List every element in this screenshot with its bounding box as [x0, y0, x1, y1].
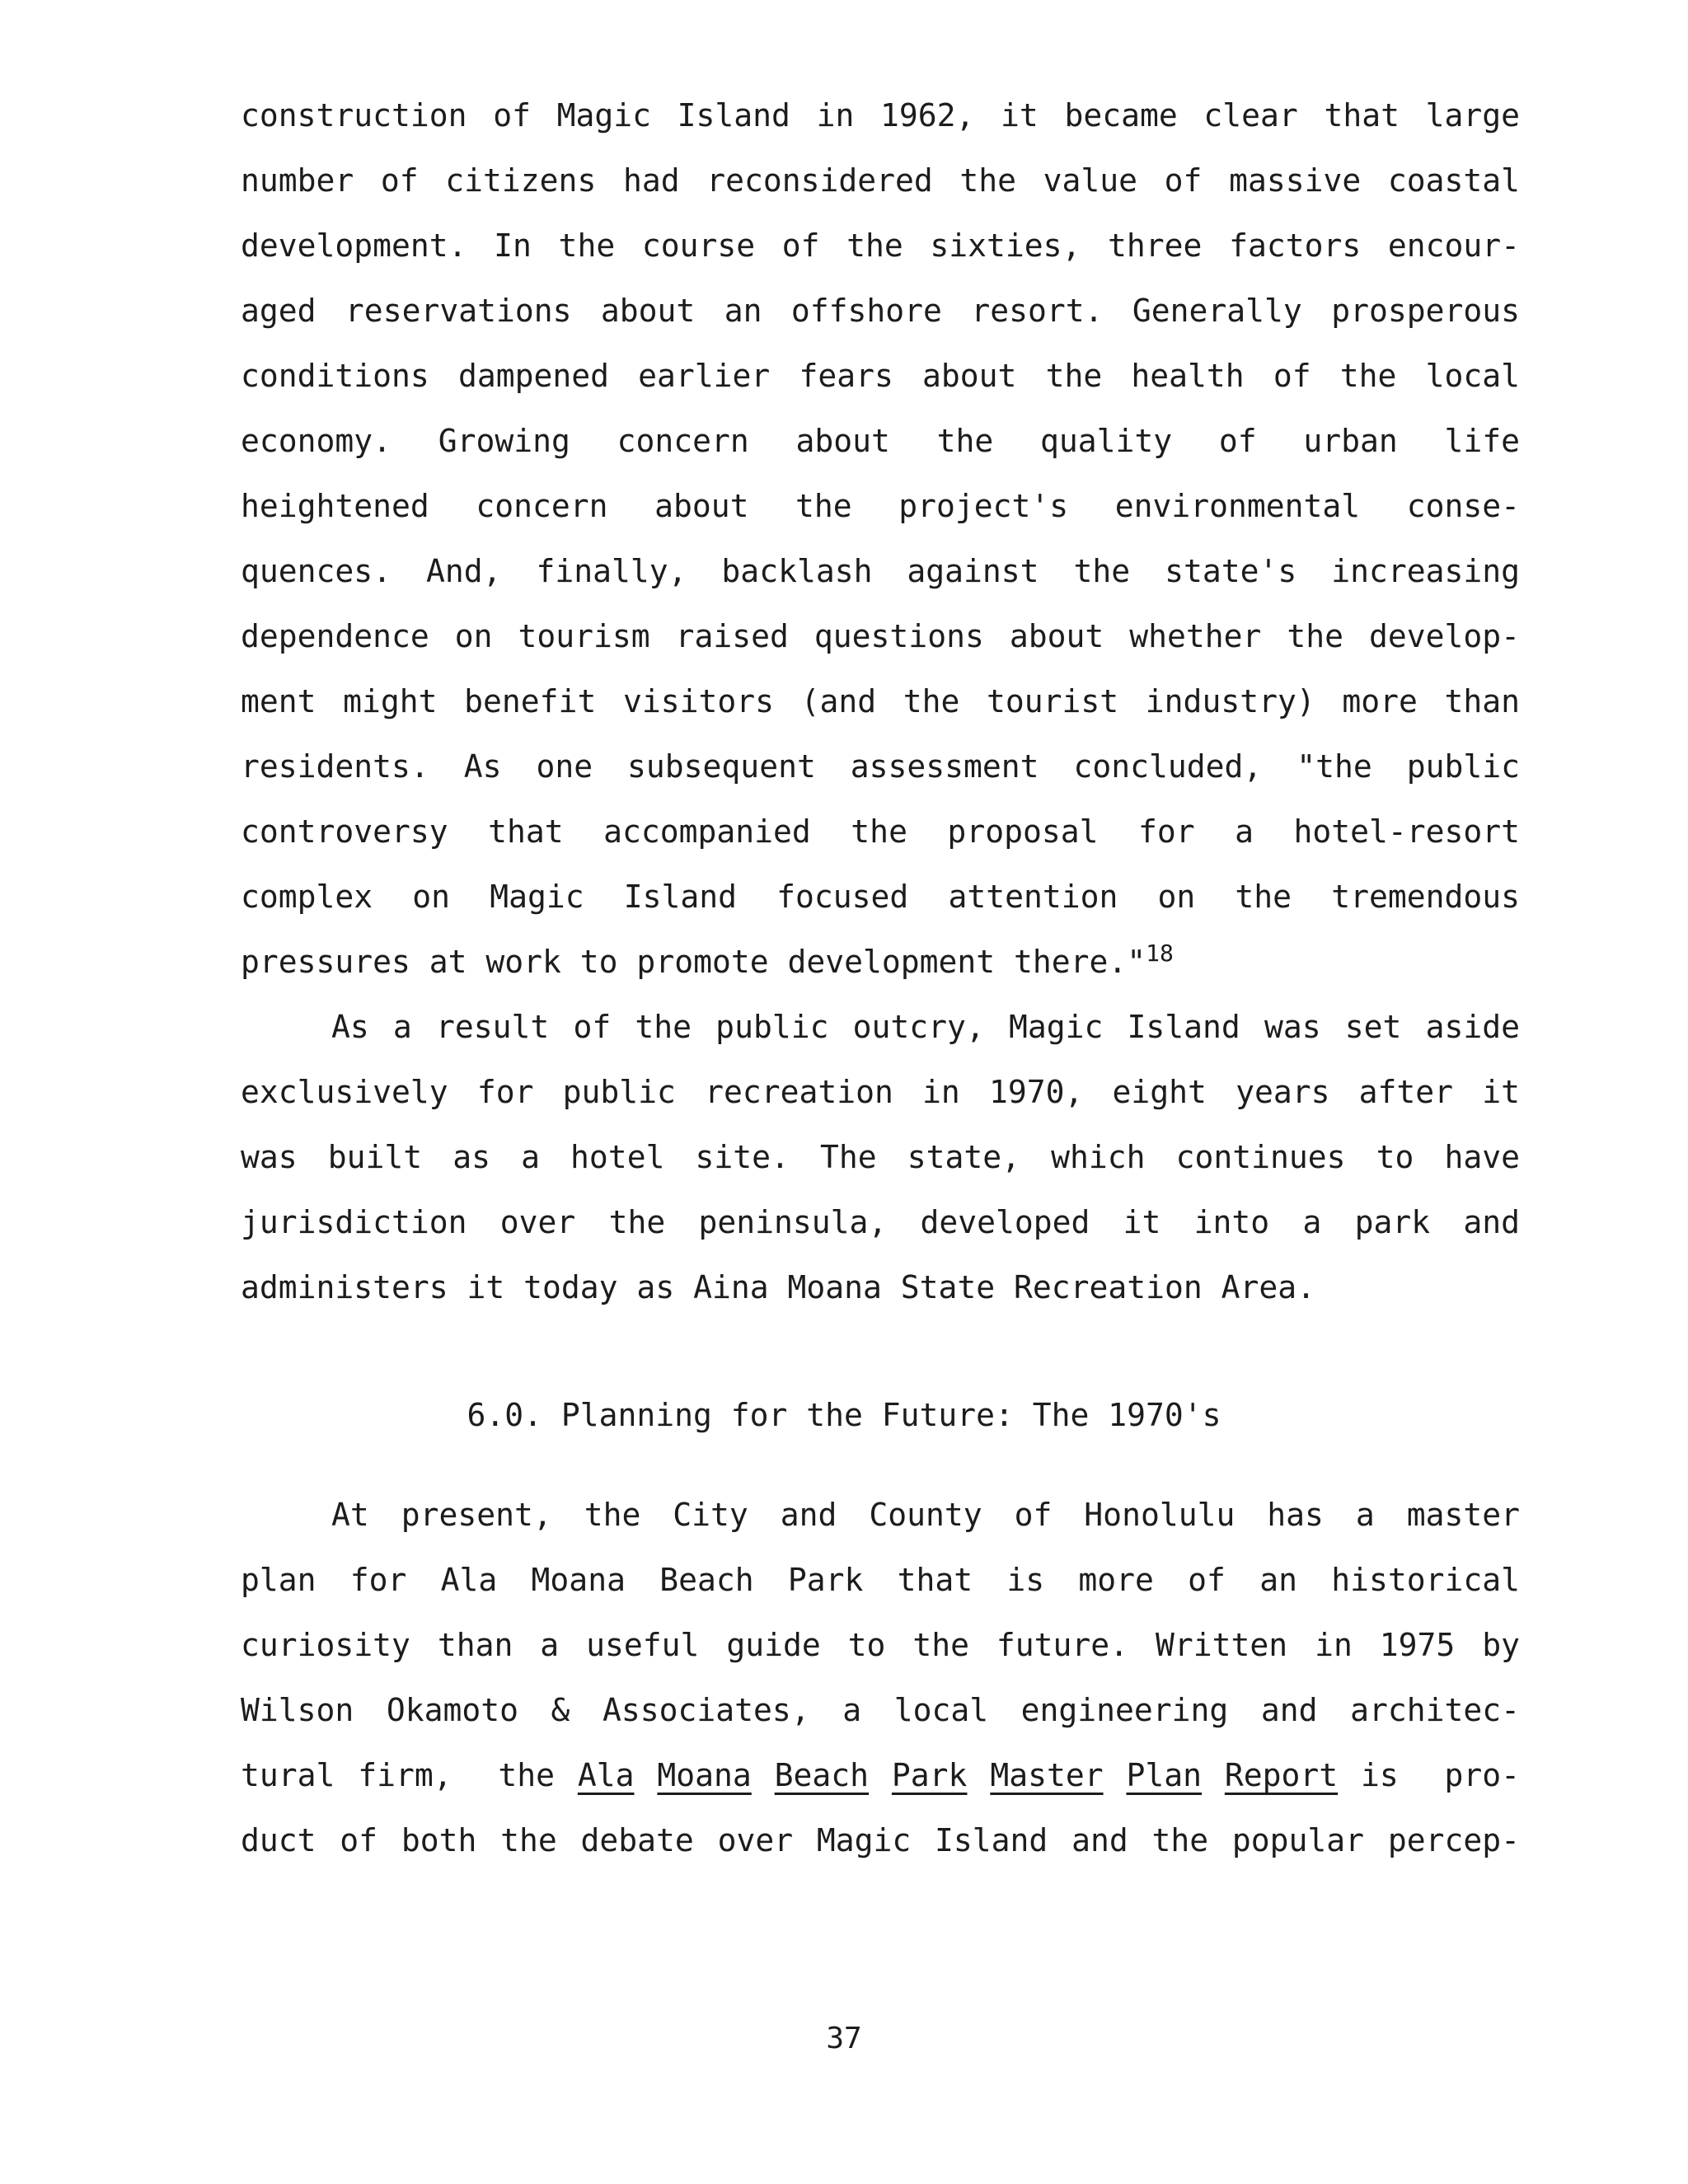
- text-line: aged reservations about an offshore resort. Generally prosperous: [241, 293, 1520, 329]
- report-title-word: Plan: [1126, 1757, 1202, 1793]
- report-title-word: Beach: [774, 1757, 870, 1793]
- text-line: ment might benefit visitors (and the tourist industry) more than: [241, 683, 1520, 719]
- footnote-reference: 18: [1146, 940, 1174, 967]
- text-line: exclusively for public recreation in 1970, eight years after it: [241, 1074, 1520, 1110]
- report-title-word: Park: [891, 1757, 968, 1793]
- text-line-content: is pro-: [1338, 1757, 1520, 1793]
- text-line: administers it today as Aina Moana State Recreation Area.: [241, 1269, 1316, 1305]
- text-line: conditions dampened earlier fears about the health of the local: [241, 358, 1520, 394]
- text-line: construction of Magic Island in 1962, it became clear that large: [241, 97, 1520, 134]
- text-line: residents. As one subsequent assessment concluded, "the public: [241, 748, 1520, 785]
- text-line: curiosity than a useful guide to the future. Written in 1975 by: [241, 1627, 1520, 1663]
- text-line: [241, 937, 1174, 987]
- text-line-with-report-title: [241, 1750, 1520, 1800]
- report-title-word: Master: [990, 1757, 1104, 1793]
- text-line: development. In the course of the sixties, three factors encour-: [241, 227, 1520, 264]
- text-line: duct of both the debate over Magic Island and the popular percep-: [241, 1822, 1520, 1858]
- text-line: Wilson Okamoto & Associates, a local engineering and architec-: [241, 1692, 1520, 1728]
- report-title-word: Ala: [577, 1757, 635, 1793]
- text-line: dependence on tourism raised questions about whether the develop-: [241, 618, 1520, 654]
- report-title-word: Moana: [657, 1757, 752, 1793]
- text-line: At present, the City and County of Honolulu has a master: [331, 1497, 1520, 1533]
- text-line: quences. And, finally, backlash against the state's increasing: [241, 553, 1520, 589]
- text-line-content: tural firm, the: [241, 1757, 578, 1793]
- text-line: was built as a hotel site. The state, which continues to have: [241, 1139, 1520, 1175]
- section-heading: 6.0. Planning for the Future: The 1970's: [467, 1397, 1221, 1433]
- text-line: economy. Growing concern about the quality of urban life: [241, 423, 1520, 459]
- text-line: jurisdiction over the peninsula, developed it into a park and: [241, 1204, 1520, 1240]
- text-line: controversy that accompanied the proposal for a hotel-resort: [241, 813, 1520, 850]
- page-number: 37: [826, 2022, 862, 2055]
- text-line: plan for Ala Moana Beach Park that is more of an historical: [241, 1562, 1520, 1598]
- text-line: complex on Magic Island focused attention on the tremendous: [241, 879, 1520, 915]
- text-line: As a result of the public outcry, Magic Island was set aside: [331, 1009, 1520, 1045]
- text-line: heightened concern about the project's environmental conse-: [241, 488, 1520, 524]
- text-line: number of citizens had reconsidered the value of massive coastal: [241, 162, 1520, 199]
- text-line-content: pressures at work to promote development there.": [241, 944, 1146, 980]
- report-title-word: Report: [1224, 1757, 1339, 1793]
